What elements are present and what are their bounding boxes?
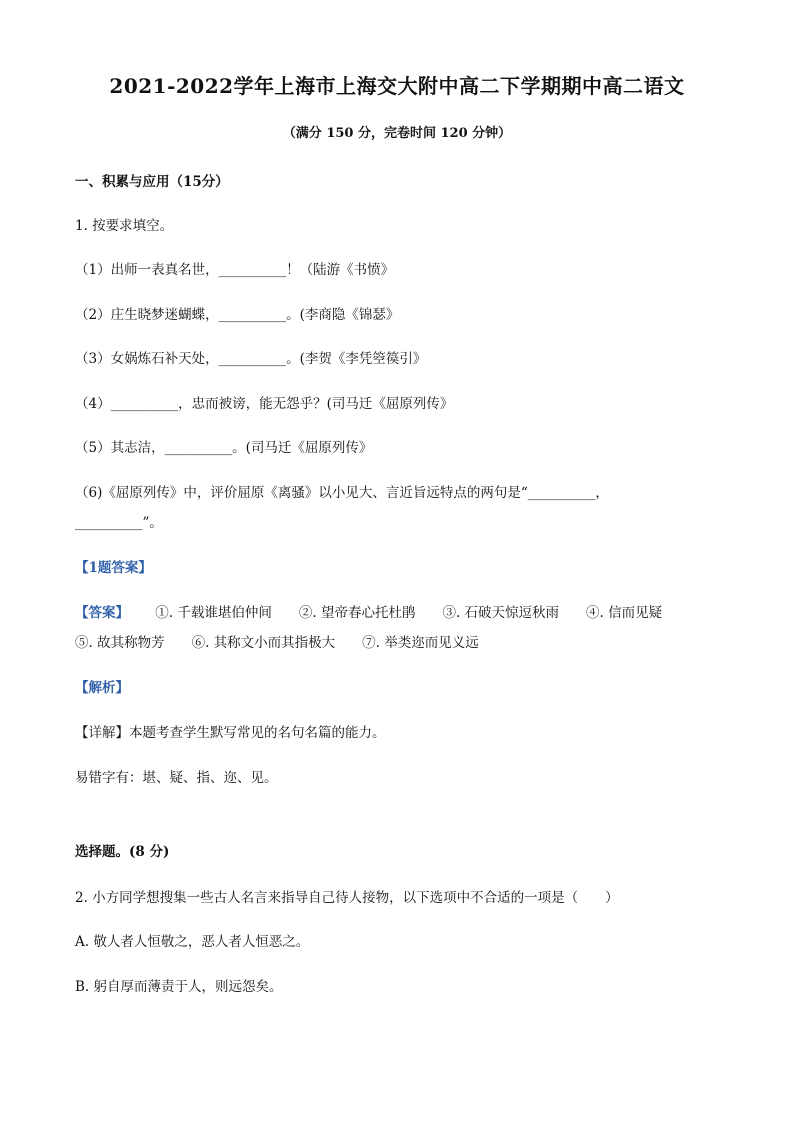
section-heading-2: 选择题。(8 分) [75,844,170,860]
question-2-option-b: B. 躬自厚而薄责于人，则远怨矣。 [75,979,283,995]
error-chars-text: 易错字有：堪、疑、指、迩、见。 [75,770,278,786]
page-title: 2021-2022学年上海市上海交大附中高二下学期期中高二语文 [109,74,685,98]
analysis-tag: 【解析】 [75,680,129,696]
answer-list-2: ⑤. 故其称物芳 ⑥. 其称文小而其指极大 ⑦. 举类迩而见义远 [75,635,479,651]
question-1-item-6: （6)《屈原列传》中，评价屈原《离骚》以小见大、言近旨远特点的两句是“__________， [75,485,609,501]
answer-row-1 [75,601,662,621]
question-2-stem: 2. 小方同学想搜集一些古人名言来指导自己待人接物，以下选项中不合适的一项是（ ） [75,890,619,906]
detail-text: 【详解】本题考查学生默写常见的名句名篇的能力。 [75,725,386,741]
question-1-item-3: （3）女娲炼石补天处，__________。(李贺《李凭箜篌引》 [75,351,427,367]
question-1-item-2: （2）庄生晓梦迷蝴蝶，__________。(李商隐《锦瑟》 [75,307,400,323]
question-1-item-4: （4）__________，忠而被谤，能无怨乎？(司马迁《屈原列传》 [75,396,454,412]
question-1-item-1: （1）出师一表真名世，__________！（陆游《书愤》 [75,262,395,278]
question-1-stem: 1. 按要求填空。 [75,218,174,234]
question-2-option-a: A. 敬人者人恒敬之，恶人者人恒恶之。 [75,934,310,950]
section-heading-1: 一、积累与应用（15分） [75,174,229,190]
question-1-item-5: （5）其志洁，__________。(司马迁《屈原列传》 [75,440,373,456]
answer-tag: 【1题答案】 [75,560,152,576]
answer-label: 【答案】 [75,605,129,621]
question-1-item-6-cont: __________”。 [75,515,163,531]
answer-list-1: ①. 千载谁堪伯仲间 ②. 望帝春心托杜鹃 ③. 石破天惊逗秋雨 ④. 信而见疑 [155,605,663,621]
page-subtitle: （满分 150 分，完卷时间 120 分钟） [282,126,512,141]
